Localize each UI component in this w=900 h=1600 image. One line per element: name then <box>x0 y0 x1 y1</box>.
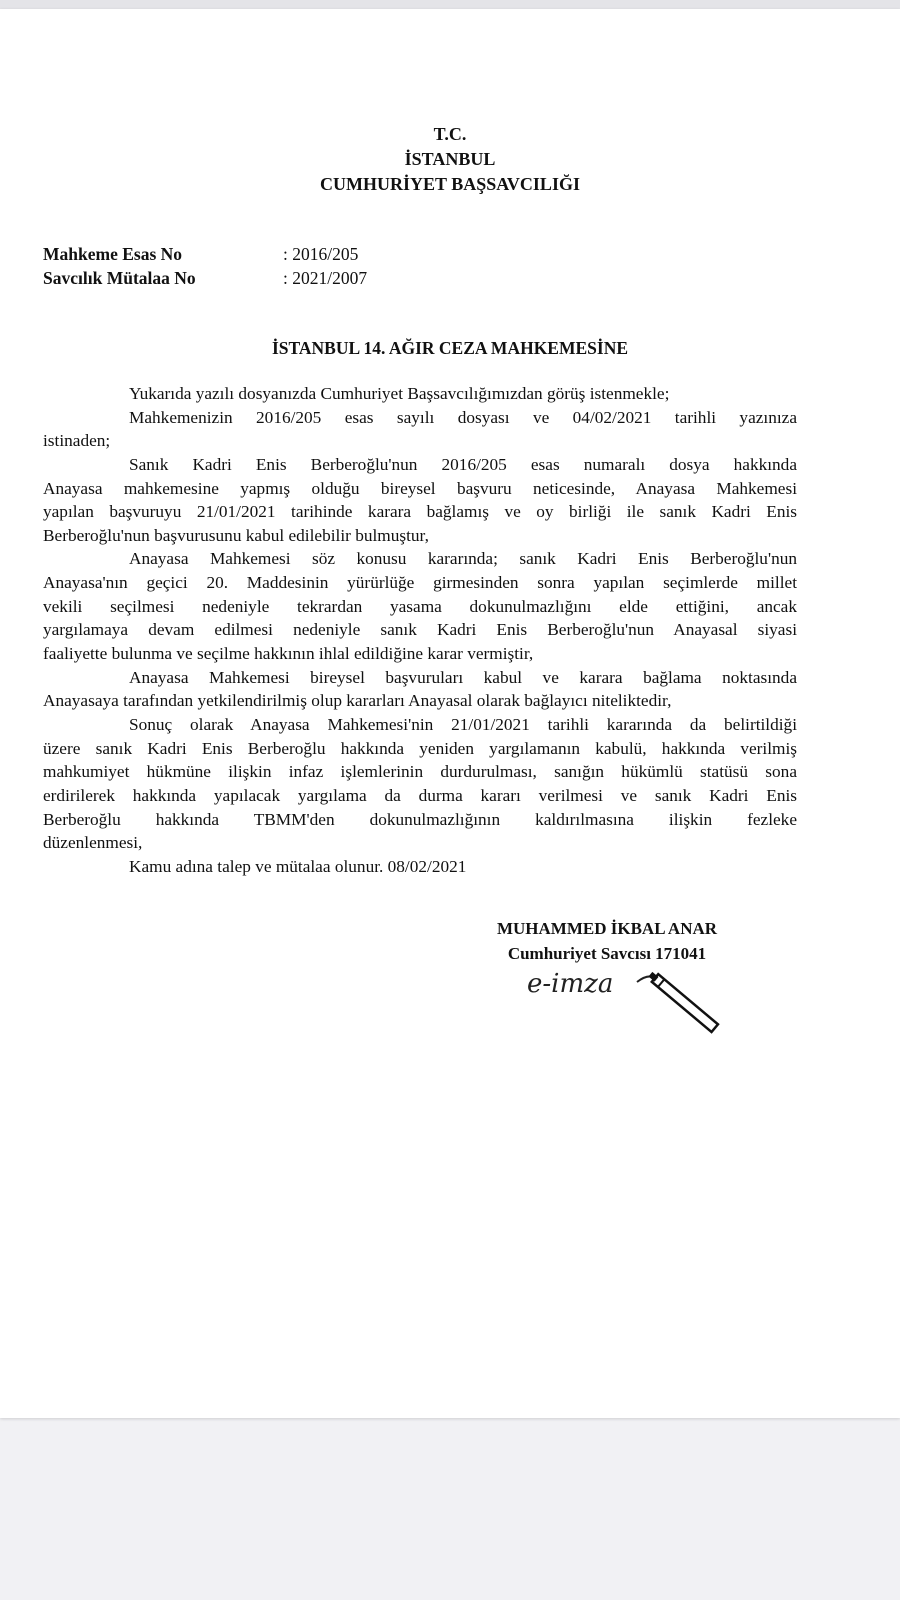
header-city: İSTANBUL <box>404 149 496 169</box>
body-line: istinaden; <box>43 431 111 451</box>
body-line: faaliyette bulunma ve seçilme hakkının ihlal edildiğine karar vermiştir, <box>43 644 534 664</box>
body-line: Yukarıda yazılı dosyanızda Cumhuriyet Başsavcılığımızdan görüş istenmekle; <box>129 384 670 403</box>
body-line: Sanık Kadri Enis Berberoğlu'nun 2016/205 esas numaralı dosya hakkında <box>129 454 797 474</box>
header-tc: T.C. <box>433 124 467 144</box>
body-line: Kamu adına talep ve mütalaa olunur. 08/02/2021 <box>129 856 467 876</box>
body-line: düzenlenmesi, <box>43 833 143 853</box>
document-body <box>43 382 797 878</box>
body-line: üzere sanık Kadri Enis Berberoğlu hakkında yeniden yargılamanın kabulü, hakkında verilmiş <box>43 738 797 758</box>
body-line: mahkumiyet hükmüne ilişkin infaz işlemlerinin durdurulması, sanığın hükümlü statüsü sona <box>43 762 797 782</box>
signer-name: MUHAMMED İKBAL ANAR <box>496 919 718 938</box>
meta-label-opinion-no: Savcılık Mütalaa No <box>43 268 196 288</box>
body-line: erdirilerek hakkında yapılacak yargılama da durma kararı verilmesi ve sanık Kadri Enis <box>43 785 797 805</box>
body-line: yargılamaya devam edilmesi nedeniyle sanık Kadri Enis Berberoğlu'nun Anayasal siyasi <box>43 620 797 640</box>
body-line: Berberoğlu'nun başvurusunu kabul edilebilir bulmuştur, <box>43 525 429 545</box>
body-line: vekili seçilmesi nedeniyle tekrardan yasama dokunulmazlığını elde ettiğini, ancak <box>43 596 797 616</box>
meta-value-court-no: : 2016/205 <box>283 244 359 264</box>
header-office: CUMHURİYET BAŞSAVCILIĞI <box>320 174 580 194</box>
body-line: yapılan başvuruyu 21/01/2021 tarihinde karara bağlamış ve oy birliği ile sanık Kadri Enis <box>43 502 797 522</box>
body-line: Mahkemenizin 2016/205 esas sayılı dosyası ve 04/02/2021 tarihli yazınıza <box>129 407 797 427</box>
addressee: İSTANBUL 14. AĞIR CEZA MAHKEMESİNE <box>271 338 629 358</box>
body-line: Berberoğlu hakkında TBMM'den dokunulmazlığının kaldırılmasına ilişkin fezleke <box>43 809 797 829</box>
meta-value-opinion-no: : 2021/2007 <box>283 268 368 288</box>
body-line: Anayasa'nın geçici 20. Maddesinin yürürlüğe girmesinden sonra yapılan seçimlerde millet <box>43 573 797 593</box>
body-line: Sonuç olarak Anayasa Mahkemesi'nin 21/01/2021 tarihli kararında da belirtildiği <box>129 714 797 734</box>
body-line: Anayasa Mahkemesi bireysel başvuruları kabul ve karara bağlama noktasında <box>129 667 797 687</box>
top-bar <box>0 0 900 9</box>
signer-title: Cumhuriyet Savcısı 171041 <box>507 944 707 963</box>
e-signature-pen-icon <box>525 962 725 1042</box>
body-line: Anayasaya tarafından yetkilendirilmiş olup kararları Anayasal olarak bağlayıcı niteliktedir, <box>43 691 672 711</box>
body-line: Anayasa mahkemesine yapmış olduğu bireysel başvuru neticesinde, Anayasa Mahkemesi <box>43 478 797 498</box>
body-line: Anayasa Mahkemesi söz konusu kararında; sanık Kadri Enis Berberoğlu'nun <box>129 549 797 569</box>
meta-label-court-no: Mahkeme Esas No <box>43 244 183 264</box>
e-signature-text: e-imza <box>527 969 614 999</box>
